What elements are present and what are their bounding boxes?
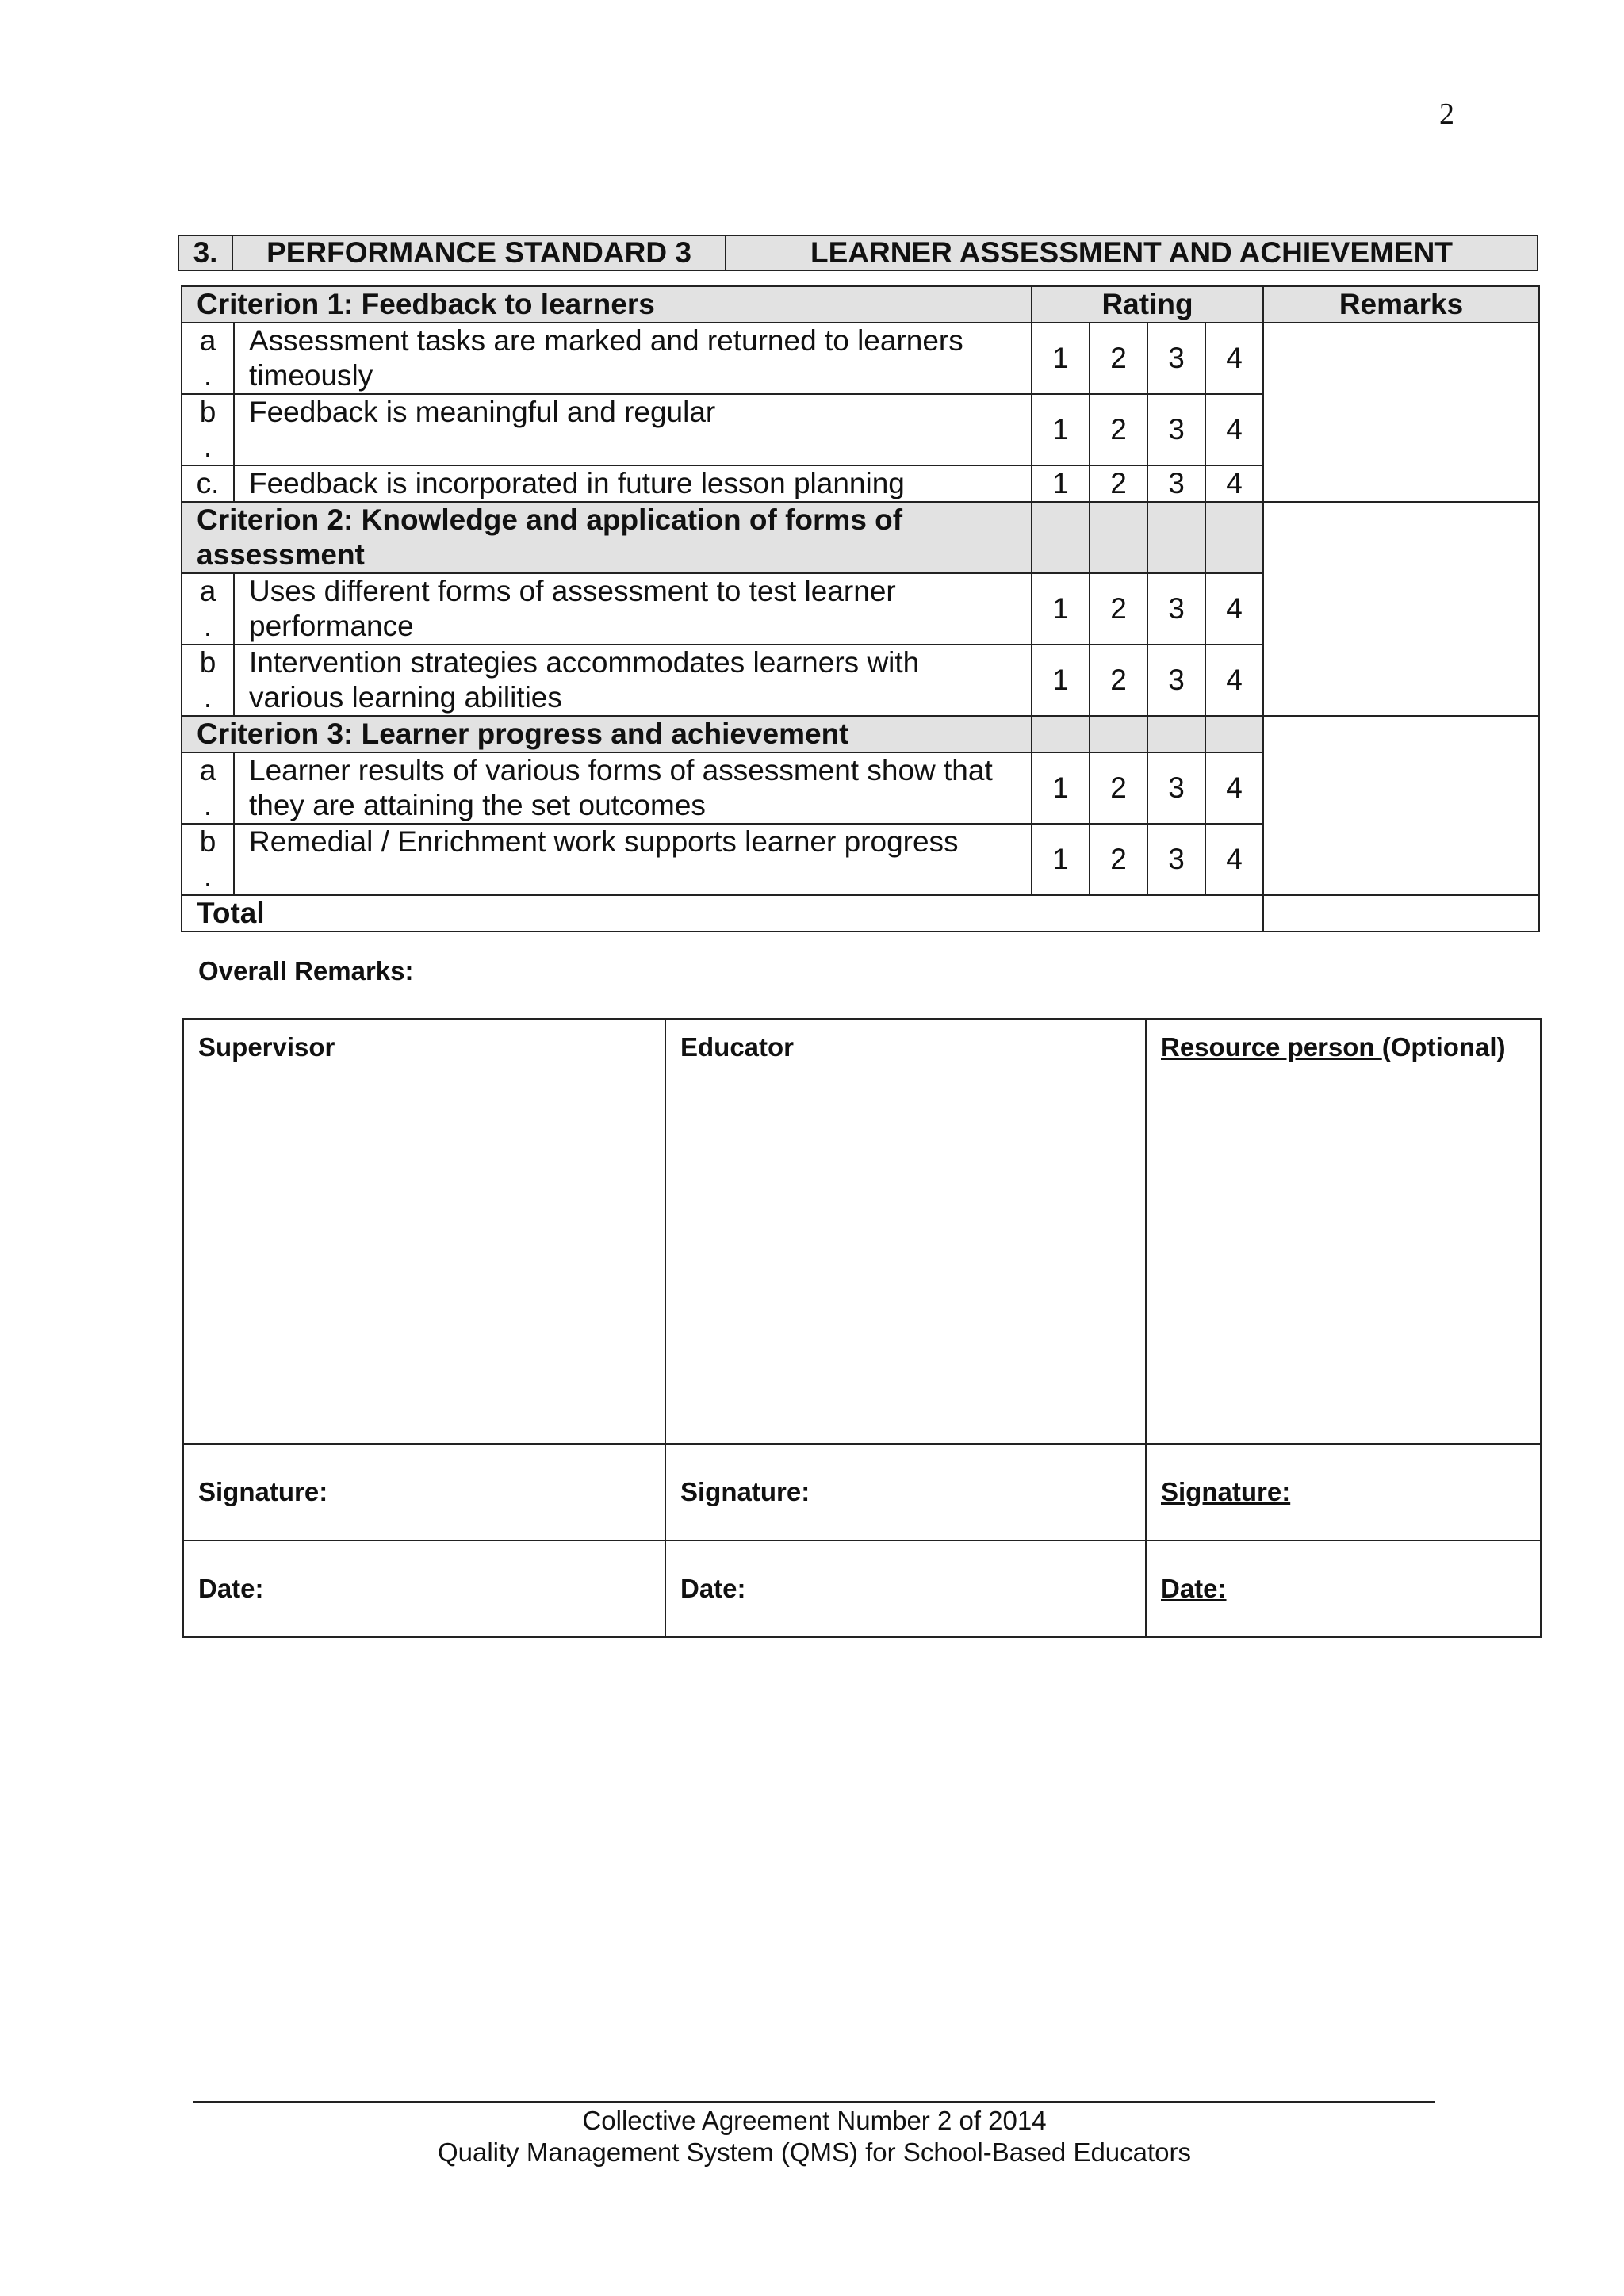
remarks-header: Remarks bbox=[1263, 286, 1539, 323]
date-label: Date: bbox=[198, 1574, 264, 1603]
rating-1[interactable]: 1 bbox=[1032, 645, 1090, 716]
standard-number: 3. bbox=[178, 235, 232, 270]
rating-2[interactable]: 2 bbox=[1090, 394, 1147, 465]
criterion-1-title: Criterion 1: Feedback to learners bbox=[182, 286, 1032, 323]
resource-person-cell[interactable] bbox=[1146, 1019, 1541, 1444]
resource-signature[interactable] bbox=[1146, 1444, 1541, 1540]
footer-divider bbox=[193, 2101, 1435, 2103]
rating-2[interactable]: 2 bbox=[1090, 465, 1147, 502]
supervisor-cell[interactable] bbox=[183, 1019, 665, 1444]
rating-2[interactable]: 2 bbox=[1090, 645, 1147, 716]
item-letter: a . bbox=[182, 323, 234, 394]
item-letter: b . bbox=[182, 394, 234, 465]
rating-3[interactable]: 3 bbox=[1147, 573, 1205, 645]
item-letter: a . bbox=[182, 752, 234, 824]
supervisor-signature[interactable] bbox=[183, 1444, 665, 1540]
criteria-table bbox=[181, 285, 1540, 932]
rating-3[interactable]: 3 bbox=[1147, 752, 1205, 824]
rating-4[interactable]: 4 bbox=[1205, 752, 1263, 824]
item-text: Feedback is meaningful and regular bbox=[234, 394, 1032, 465]
educator-date[interactable] bbox=[665, 1540, 1146, 1637]
supervisor-date[interactable] bbox=[183, 1540, 665, 1637]
remarks-cell-3[interactable] bbox=[1263, 716, 1539, 895]
item-letter: b . bbox=[182, 645, 234, 716]
rating-4[interactable]: 4 bbox=[1205, 645, 1263, 716]
item-text: Intervention strategies accommodates learners with various learning abilities bbox=[234, 645, 1032, 716]
item-text: Learner results of various forms of assessment show that they are attaining the set outcomes bbox=[234, 752, 1032, 824]
rating-3[interactable]: 3 bbox=[1147, 465, 1205, 502]
rating-4[interactable]: 4 bbox=[1205, 824, 1263, 895]
date-label: Date: bbox=[680, 1574, 746, 1603]
rating-4[interactable]: 4 bbox=[1205, 465, 1263, 502]
footer-line-2: Quality Management System (QMS) for School-Based Educators bbox=[437, 2137, 1192, 2167]
remarks-cell-1[interactable] bbox=[1263, 323, 1539, 502]
resource-person-label: Resource person bbox=[1161, 1032, 1382, 1062]
item-text: Uses different forms of assessment to test learner performance bbox=[234, 573, 1032, 645]
signature-label: Signature: bbox=[1161, 1477, 1291, 1506]
signature-table bbox=[182, 1018, 1542, 1638]
educator-cell[interactable] bbox=[665, 1019, 1146, 1444]
rating-3[interactable]: 3 bbox=[1147, 323, 1205, 394]
item-text: Remedial / Enrichment work supports learner progress bbox=[234, 824, 1032, 895]
criterion-3-title: Criterion 3: Learner progress and achievement bbox=[182, 716, 1032, 752]
rating-3[interactable]: 3 bbox=[1147, 645, 1205, 716]
item-letter: c. bbox=[182, 465, 234, 502]
item-text: Feedback is incorporated in future lesson planning bbox=[234, 465, 1032, 502]
rating-1[interactable]: 1 bbox=[1032, 752, 1090, 824]
rating-2[interactable]: 2 bbox=[1090, 752, 1147, 824]
rating-header: Rating bbox=[1032, 286, 1263, 323]
item-letter: b . bbox=[182, 824, 234, 895]
criterion-2-title: Criterion 2: Knowledge and application of forms of assessment bbox=[182, 502, 1032, 573]
rating-4[interactable]: 4 bbox=[1205, 573, 1263, 645]
rating-1[interactable]: 1 bbox=[1032, 465, 1090, 502]
page-number: 2 bbox=[1439, 98, 1454, 131]
table-row bbox=[182, 323, 1539, 394]
rating-1[interactable]: 1 bbox=[1032, 824, 1090, 895]
educator-signature[interactable] bbox=[665, 1444, 1146, 1540]
total-label: Total bbox=[182, 895, 1263, 932]
educator-label: Educator bbox=[680, 1032, 795, 1062]
performance-standard-header bbox=[178, 235, 1538, 271]
rating-2[interactable]: 2 bbox=[1090, 573, 1147, 645]
item-text: Assessment tasks are marked and returned to learners timeously bbox=[234, 323, 1032, 394]
resource-optional-label: (Optional) bbox=[1381, 1032, 1506, 1062]
rating-4[interactable]: 4 bbox=[1205, 323, 1263, 394]
overall-remarks-label: Overall Remarks: bbox=[198, 956, 414, 985]
resource-date[interactable] bbox=[1146, 1540, 1541, 1637]
rating-2[interactable]: 2 bbox=[1090, 824, 1147, 895]
supervisor-label: Supervisor bbox=[198, 1032, 335, 1062]
rating-1[interactable]: 1 bbox=[1032, 394, 1090, 465]
signature-label: Signature: bbox=[198, 1477, 328, 1506]
remarks-cell-2[interactable] bbox=[1263, 502, 1539, 716]
rating-3[interactable]: 3 bbox=[1147, 394, 1205, 465]
rating-3[interactable]: 3 bbox=[1147, 824, 1205, 895]
rating-1[interactable]: 1 bbox=[1032, 323, 1090, 394]
date-label: Date: bbox=[1161, 1574, 1227, 1603]
item-letter: a . bbox=[182, 573, 234, 645]
rating-1[interactable]: 1 bbox=[1032, 573, 1090, 645]
standard-title: LEARNER ASSESSMENT AND ACHIEVEMENT bbox=[726, 235, 1538, 270]
rating-4[interactable]: 4 bbox=[1205, 394, 1263, 465]
total-value-cell[interactable] bbox=[1263, 895, 1539, 932]
rating-2[interactable]: 2 bbox=[1090, 323, 1147, 394]
standard-name: PERFORMANCE STANDARD 3 bbox=[232, 235, 726, 270]
footer-line-1: Collective Agreement Number 2 of 2014 bbox=[582, 2106, 1047, 2135]
signature-label: Signature: bbox=[680, 1477, 810, 1506]
